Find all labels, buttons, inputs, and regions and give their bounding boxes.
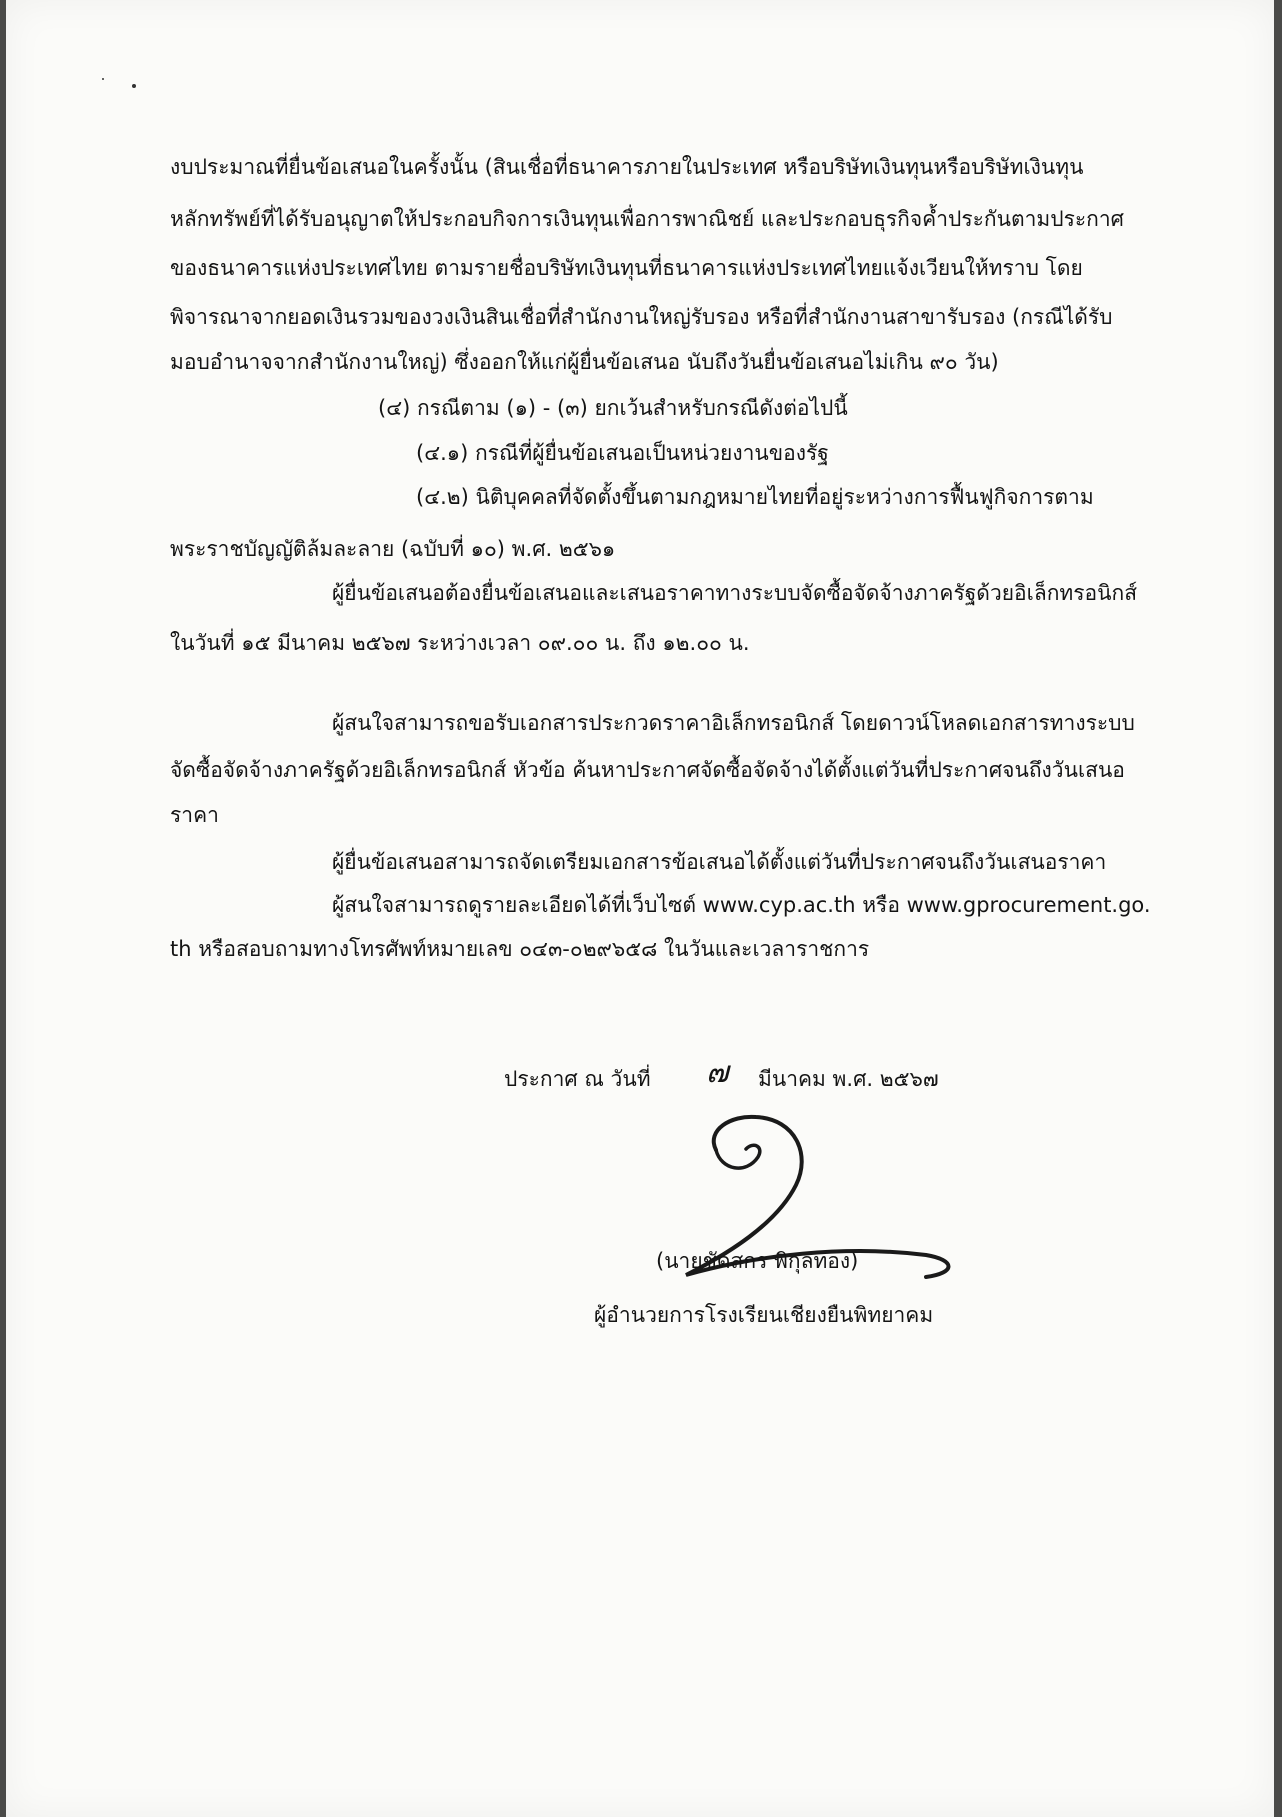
scan-speck	[102, 78, 104, 80]
paragraph-line: งบประมาณที่ยื่นข้อเสนอในครั้งนั้น (สินเชื่อที่ธนาคารภายในประเทศ หรือบริษัทเงินทุนหรือบริษัทเงินทุน	[170, 155, 1084, 179]
clause-4-2-cont: พระราชบัญญัติล้มละลาย (ฉบับที่ ๑๐) พ.ศ. ๒๕๖๑	[170, 537, 616, 561]
clause-4-2: (๔.๒) นิติบุคคลที่จัดตั้งขึ้นตามกฎหมายไทยที่อยู่ระหว่างการฟื้นฟูกิจการตาม	[416, 485, 1094, 509]
paragraph-line: มอบอำนาจจากสำนักงานใหญ่) ซึ่งออกให้แก่ผู้ยื่นข้อเสนอ นับถึงวันยื่นข้อเสนอไม่เกิน ๙๐ วัน)	[170, 350, 999, 374]
paragraph-line: หลักทรัพย์ที่ได้รับอนุญาตให้ประกอบกิจการเงินทุนเพื่อการพาณิชย์ และประกอบธุรกิจค้ำประกันตามประกาศ	[170, 207, 1124, 231]
document-page	[6, 0, 1274, 1817]
submission-line: ผู้ยื่นข้อเสนอต้องยื่นข้อเสนอและเสนอราคาทางระบบจัดซื้อจัดจ้างภาครัฐด้วยอิเล็กทรอนิกส์	[332, 581, 1138, 605]
details-line: ผู้สนใจสามารถดูรายละเอียดได้ที่เว็บไซต์ www.cyp.ac.th หรือ www.gprocurement.go.	[332, 893, 1151, 917]
download-line: ผู้สนใจสามารถขอรับเอกสารประกวดราคาอิเล็กทรอนิกส์ โดยดาวน์โหลดเอกสารทางระบบ	[332, 711, 1135, 735]
clause-4-1: (๔.๑) กรณีที่ผู้ยื่นข้อเสนอเป็นหน่วยงานของรัฐ	[416, 441, 829, 465]
submission-line: ในวันที่ ๑๕ มีนาคม ๒๕๖๗ ระหว่างเวลา ๐๙.๐๐ น. ถึง ๑๒.๐๐ น.	[170, 631, 750, 655]
download-line: จัดซื้อจัดจ้างภาครัฐด้วยอิเล็กทรอนิกส์ หัวข้อ ค้นหาประกาศจัดซื้อจัดจ้างได้ตั้งแต่วันที่ประกาศจนถึงวันเสนอ	[170, 758, 1125, 782]
scan-speck	[132, 84, 136, 88]
signer-name: (นายชัดสกร พิกุลทอง)	[656, 1249, 859, 1273]
clause-4: (๔) กรณีตาม (๑) - (๓) ยกเว้นสำหรับกรณีดังต่อไปนี้	[378, 396, 848, 420]
announce-day: ๗	[706, 1055, 729, 1090]
announce-date-prefix: ประกาศ ณ วันที่	[504, 1067, 651, 1091]
details-line: th หรือสอบถามทางโทรศัพท์หมายเลข ๐๔๓-๐๒๙๖๕๘ ในวันและเวลาราชการ	[170, 937, 870, 961]
prepare-line: ผู้ยื่นข้อเสนอสามารถจัดเตรียมเอกสารข้อเสนอได้ตั้งแต่วันที่ประกาศจนถึงวันเสนอราคา	[332, 850, 1107, 874]
paragraph-line: ของธนาคารแห่งประเทศไทย ตามรายชื่อบริษัทเงินทุนที่ธนาคารแห่งประเทศไทยแจ้งเวียนให้ทราบ โดย	[170, 256, 1083, 280]
signer-title: ผู้อำนวยการโรงเรียนเชียงยืนพิทยาคม	[594, 1303, 934, 1327]
download-line: ราคา	[170, 803, 219, 827]
paragraph-line: พิจารณาจากยอดเงินรวมของวงเงินสินเชื่อที่สำนักงานใหญ่รับรอง หรือที่สำนักงานสาขารับรอง (กรณีได้รับ	[170, 305, 1113, 329]
announce-month-year: มีนาคม พ.ศ. ๒๕๖๗	[758, 1067, 939, 1091]
